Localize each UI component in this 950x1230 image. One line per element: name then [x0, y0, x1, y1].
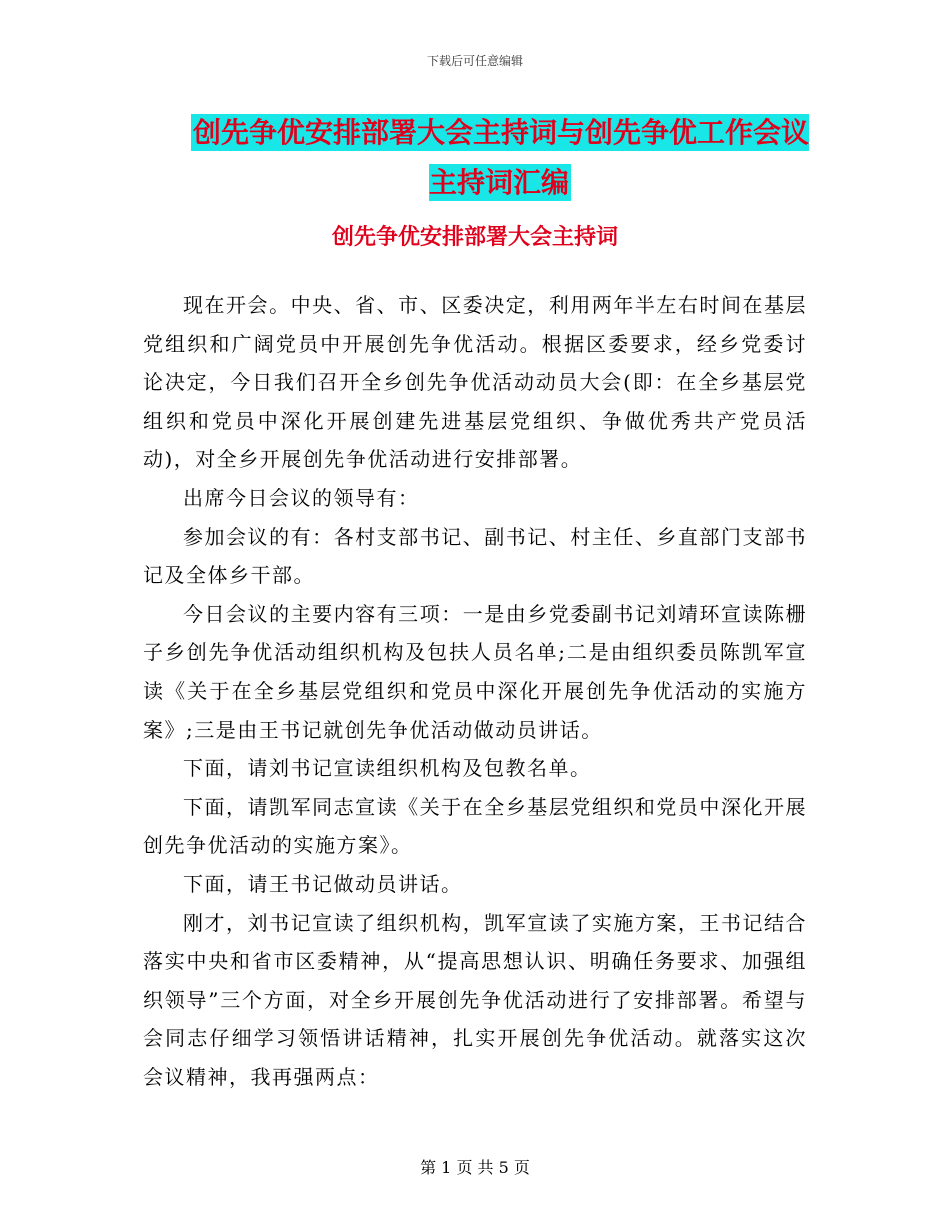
header-note: 下载后可任意编辑 [426, 54, 523, 68]
paragraph: 参加会议的有：各村支部书记、副书记、村主任、乡直部门支部书记及全体乡干部。 [143, 524, 807, 588]
paragraph: 现在开会。中央、省、市、区委决定，利用两年半左右时间在基层党组织和广阔党员中开展创先争优活动。根据区委要求，经乡党委讨论决定，今日我们召开全乡创先争优活动动员大会(即：在全乡基层党组织和党员中深化开展创建先进基层党组织、争做优秀共产党员活动)，对全乡开展创先争优活动进行安排部署。 [143, 293, 807, 472]
paragraph: 今日会议的主要内容有三项：一是由乡党委副书记刘靖环宣读陈栅子乡创先争优活动组织机构及包扶人员名单;二是由组织委员陈凯军宣读《关于在全乡基层党组织和党员中深化开展创先争优活动的实施方案》;三是由王书记就创先争优活动做动员讲话。 [143, 601, 807, 742]
document-title [180, 108, 820, 208]
paragraph: 下面，请刘书记宣读组织机构及包教名单。 [183, 756, 592, 781]
paragraph: 刚才，刘书记宣读了组织机构，凯军宣读了实施方案，王书记结合落实中央和省市区委精神，从“提高思想认识、明确任务要求、加强组织领导”三个方面，对全乡开展创先争优活动进行了安排部署。希望与会同志仔细学习领悟讲话精神，扎实开展创先争优活动。就落实这次会议精神，我再强两点： [143, 910, 807, 1089]
page-footer: 第 1 页 共 5 页 [420, 1158, 530, 1177]
document-body [143, 286, 807, 1096]
section-title: 创先争优安排部署大会主持词 [331, 224, 618, 250]
document-title-text: 创先争优安排部署大会主持词与创先争优工作会议主持词汇编 [192, 116, 809, 199]
paragraph: 出席今日会议的领导有： [183, 485, 420, 510]
paragraph: 下面，请王书记做动员讲话。 [183, 871, 463, 896]
paragraph: 下面，请凯军同志宣读《关于在全乡基层党组织和党员中深化开展创先争优活动的实施方案》。 [143, 794, 807, 858]
